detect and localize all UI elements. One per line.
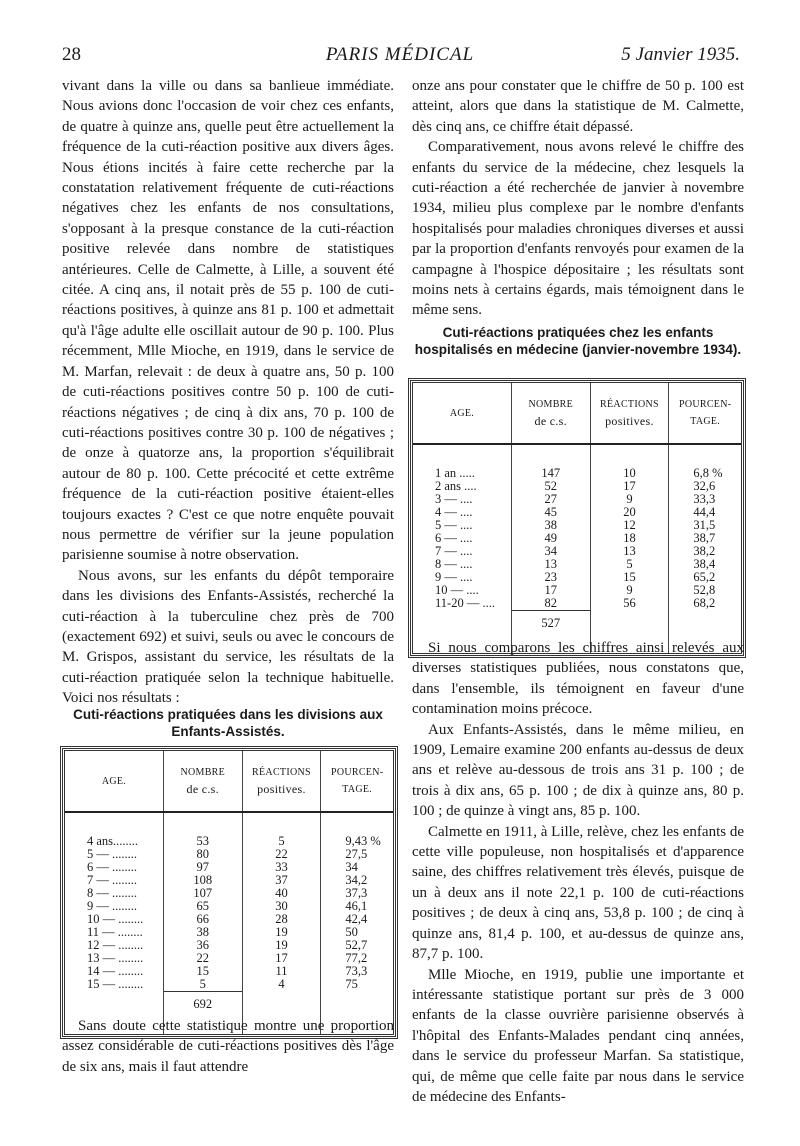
cell-nombre: 22: [163, 952, 242, 965]
cell-reactions: 19: [242, 926, 321, 939]
cell-reactions: 33: [242, 861, 321, 874]
cell-age: 5 — ........: [65, 848, 163, 861]
cell-age: 13 — ........: [65, 952, 163, 965]
table-title: Cuti-réactions pratiquées dans les divisions aux Enfants-Assistés.: [73, 707, 383, 739]
cell-nombre: 107: [163, 887, 242, 900]
cell-age: 11 — ........: [65, 926, 163, 939]
cell-reactions: 9: [590, 584, 669, 597]
table-row: [413, 444, 741, 480]
cell-pourcentage: 50: [345, 925, 358, 939]
cell-age: 14 — ........: [65, 965, 163, 978]
cell-nombre: 80: [163, 848, 242, 861]
cell-reactions: 4: [242, 978, 321, 992]
issue-date: 5 Janvier 1935.: [621, 44, 740, 65]
cell-reactions: 30: [242, 900, 321, 913]
paragraph: Nous avons, sur les enfants du dépôt temporaire dans les divisions des Enfants-Assistés, recherché la cuti-réaction à la tuberculine chez près de 700 (exactement 692) et suivi, seuls ou avec le concours de M. Grispos, assistant du service, les résultats de la cuti-réaction pratiquée selon la technique habituelle. Voici nos résultats :: [62, 567, 394, 707]
cell-age: 6 — ....: [413, 532, 511, 545]
page-number: 28: [62, 44, 81, 65]
paragraph: Si nous comparons les chiffres ainsi relevés aux diverses statistiques publiées, nous constatons que, dans l'ensemble, ils témoignent en faveur d'une contamination moins précoce.: [412, 640, 744, 718]
cell-age: 7 — ........: [65, 874, 163, 887]
paragraph: Calmette en 1911, à Lille, relève, chez les enfants de cette ville populeuse, non hospitalisés et d'apparence saine, des chiffres relativement très élevés, puisque de un à deux ans il note 22,1 p. 100 de cuti-réactions positives ; de deux à cinq ans, 53,8 p. 100 ; de cinq à quinze ans, 81,4 p. 100, et au-dessus de quinze ans, 87,7 p. 100.: [412, 823, 744, 963]
cell-age: 7 — ....: [413, 545, 511, 558]
cell-pourcentage: 38,2: [693, 544, 716, 558]
cell-reactions: 28: [242, 913, 321, 926]
cell-nombre: 17: [511, 584, 590, 597]
cell-age: 10 — ........: [65, 913, 163, 926]
header-reactions: [242, 751, 321, 812]
cell-reactions: 20: [590, 506, 669, 519]
header-sub: de c.s.: [186, 782, 219, 796]
cell-pourcentage: 42,4: [345, 912, 368, 926]
cell-pourcentage: 65,2: [693, 570, 716, 584]
header-label: NOMBRE: [180, 767, 226, 778]
cell-nombre: 108: [163, 874, 242, 887]
cell-reactions: 17: [242, 952, 321, 965]
cell-pourcentage: 34,2: [345, 873, 368, 887]
header-sub: positives.: [605, 414, 654, 428]
cell-reactions: 19: [242, 939, 321, 952]
cell-age: 5 — ....: [413, 519, 511, 532]
paragraph: onze ans pour constater que le chiffre de 50 p. 100 est atteint, alors que dans la statistique de M. Calmette, dès cinq ans, ce chiffre était dépassé.: [412, 78, 744, 135]
cell-pourcentage: 37,3: [345, 886, 368, 900]
header-sub: positives.: [257, 782, 306, 796]
header-label: NOMBRE: [528, 399, 574, 410]
table-row: [413, 597, 741, 611]
results-table-medecine: [410, 380, 744, 656]
paragraph: Sans doute cette statistique montre une proportion assez considérable de cuti-réactions positives dès l'âge de six ans, mais il faut attendre: [62, 1018, 394, 1075]
header-pourcentage: [321, 751, 393, 812]
cell-age: 15 — ........: [65, 978, 163, 992]
header-sub: TAGE.: [690, 416, 721, 427]
cell-pourcentage: 27,5: [345, 847, 368, 861]
cell-nombre: 53: [163, 812, 242, 848]
cell-reactions: 37: [242, 874, 321, 887]
header-label: POURCEN-: [678, 399, 732, 410]
header-nombre: [163, 751, 242, 812]
cell-pourcentage: 31,5: [693, 518, 716, 532]
cell-reactions: 13: [590, 545, 669, 558]
cell-age: 3 — ....: [413, 493, 511, 506]
cell-total: 527: [511, 611, 590, 654]
right-column-bottom: [412, 638, 744, 1107]
cell-nombre: 15: [163, 965, 242, 978]
cell-reactions: 18: [590, 532, 669, 545]
paragraph: Aux Enfants-Assistés, dans le même milieu, en 1909, Lemaire examine 200 enfants au-dessus de deux ans et relève au-dessous de trois ans 31 p. 100 ; de trois à dix ans, 65 p. 100 ; de dix à quinze ans, 80 p. 100 ; de quinze à vingt ans, 85 p. 100.: [412, 721, 744, 820]
cell-nombre: 97: [163, 861, 242, 874]
cell-nombre: 27: [511, 493, 590, 506]
cell-age: 9 — ........: [65, 900, 163, 913]
cell-pourcentage: 52,7: [345, 938, 368, 952]
cell-age: 12 — ........: [65, 939, 163, 952]
cell-pourcentage: 32,6: [693, 479, 716, 493]
cell-age: 2 ans ....: [413, 480, 511, 493]
cell-pourcentage: 75: [345, 977, 358, 992]
table-header-row: [413, 383, 741, 444]
paragraph: Mlle Mioche, en 1919, publie une importante et intéressante statistique portant sur près de 3 000 enfants de la classe ouvrière parisienne observés à l'hôpital des Enfants-Malades pendant cinq années, dans le service du professeur Marfan. Sa statistique, qui, de même que celle faite par nous dans le service de médecine des Enfants-: [412, 966, 744, 1105]
header-age: AGE.: [65, 751, 163, 812]
cell-reactions: 5: [242, 812, 321, 848]
cell-nombre: 65: [163, 900, 242, 913]
cell-nombre: 36: [163, 939, 242, 952]
cell-nombre: 23: [511, 571, 590, 584]
results-table-enfants-assistes: [62, 748, 396, 1037]
cell-nombre: 49: [511, 532, 590, 545]
left-column-bottom: [62, 1016, 394, 1077]
header-pourcentage: [669, 383, 741, 444]
header-nombre: [511, 383, 590, 444]
right-column-top: [412, 76, 744, 321]
cell-age: 11-20 — ....: [413, 597, 511, 611]
journal-title: PARIS MÉDICAL: [325, 44, 475, 65]
cell-reactions: 10: [590, 444, 669, 480]
cell-reactions: 56: [590, 597, 669, 611]
header-label: POURCEN-: [330, 767, 384, 778]
header-label: RÉACTIONS: [600, 399, 659, 410]
cell-nombre: 66: [163, 913, 242, 926]
cell-age: 8 — ....: [413, 558, 511, 571]
table-row: [413, 584, 741, 597]
cell-nombre: 38: [163, 926, 242, 939]
cell-reactions: 17: [590, 480, 669, 493]
cell-age: 8 — ........: [65, 887, 163, 900]
cell-age: 4 ans........: [65, 812, 163, 848]
cell-pourcentage: 44,4: [693, 505, 716, 519]
cell-pourcentage: 9,43 %: [345, 834, 381, 848]
paragraph: vivant dans la ville ou dans sa banlieue immédiate. Nous avions donc l'occasion de voir chez ces enfants, de quatre à quinze ans, quelle peut être actuellement la fréquence de la cuti-réaction positive aux divers âges. Nous étions incités à faire cette recherche par la constatation relativement fréquente de cuti-réactions négatives chez les enfants de nos consultations, s'opposant à la presque constance de la cuti-réaction positive relevée dans nombre de statistiques antérieures. Celle de Calmette, à Lille, a souvent été citée. A cinq ans, il notait près de 55 p. 100 de cuti-réactions positives, à quinze ans 81 p. 100 et admettait qu'à l'âge adulte elle oscillait autour de 90 p. 100. Plus récemment, Mlle Mioche, en 1919, dans le service de M. Marfan, relevait : de deux à quatre ans, 50 p. 100 de cuti-réactions positives contre 50 p. 100 de cuti-réactions négatives ; de cinq à dix ans, 70 p. 100 de cuti-réactions positives contre 30 p. 100 de négatives ; de onze à quatorze ans, la proportion s'équilibrait autour de 80 p. 100. Cette précocité et cette extrême fréquence de la cuti-réaction positive étaient-elles toujours exactes ? C'est ce que notre enquête pouvait nous permettre de vérifier sur la jeune population parisienne soumise à notre observation.: [62, 78, 394, 564]
table-header-row: [65, 751, 393, 812]
header-sub: TAGE.: [342, 784, 373, 795]
cell-pourcentage: 77,2: [345, 951, 368, 965]
table-row: [65, 978, 393, 992]
header-age: AGE.: [413, 383, 511, 444]
cell-pourcentage: 34: [345, 860, 358, 874]
cell-nombre: 52: [511, 480, 590, 493]
cell-nombre: 34: [511, 545, 590, 558]
header-label: RÉACTIONS: [252, 767, 311, 778]
cell-nombre: 45: [511, 506, 590, 519]
cell-reactions: 12: [590, 519, 669, 532]
cell-reactions: 5: [590, 558, 669, 571]
cell-age: 9 — ....: [413, 571, 511, 584]
cell-age: 6 — ........: [65, 861, 163, 874]
cell-pourcentage: 33,3: [693, 492, 716, 506]
cell-pourcentage: 38,7: [693, 531, 716, 545]
header-sub: de c.s.: [534, 414, 567, 428]
cell-pourcentage: 46,1: [345, 899, 368, 913]
paragraph: Comparativement, nous avons relevé le chiffre des enfants du service de la médecine, chez lesquels la cuti-réaction a été recherchée de janvier à novembre 1934, milieu plus complexe par le nombre d'enfants hospitalisés pour maladies chroniques diverses et aussi par la proportion d'enfants renvoyés pour examen de la campagne à l'hospice dépositaire ; les résultats sont moins nets à certains égards, mais témoignent dans le même sens.: [412, 139, 744, 319]
cell-nombre: 82: [511, 597, 590, 611]
cell-nombre: 147: [511, 444, 590, 480]
cell-nombre: 38: [511, 519, 590, 532]
table-row: [65, 812, 393, 848]
cell-pourcentage: 38,4: [693, 557, 716, 571]
table-row: [65, 965, 393, 978]
cell-age: 10 — ....: [413, 584, 511, 597]
cell-nombre: 5: [163, 978, 242, 992]
cell-pourcentage: 73,3: [345, 964, 368, 978]
cell-nombre: 13: [511, 558, 590, 571]
cell-age: 4 — ....: [413, 506, 511, 519]
cell-reactions: 40: [242, 887, 321, 900]
left-column-top: [62, 76, 394, 709]
cell-age: 1 an .....: [413, 444, 511, 480]
cell-pourcentage: 52,8: [693, 583, 716, 597]
header-reactions: [590, 383, 669, 444]
table-title: Cuti-réactions pratiquées chez les enfants hospitalisés en médecine (janvier-novembre 1934).: [414, 325, 742, 357]
cell-reactions: 9: [590, 493, 669, 506]
cell-reactions: 11: [242, 965, 321, 978]
cell-reactions: 15: [590, 571, 669, 584]
cell-reactions: 22: [242, 848, 321, 861]
cell-total: 692: [163, 992, 242, 1035]
cell-pourcentage: 6,8 %: [693, 466, 723, 480]
cell-pourcentage: 68,2: [693, 596, 716, 611]
